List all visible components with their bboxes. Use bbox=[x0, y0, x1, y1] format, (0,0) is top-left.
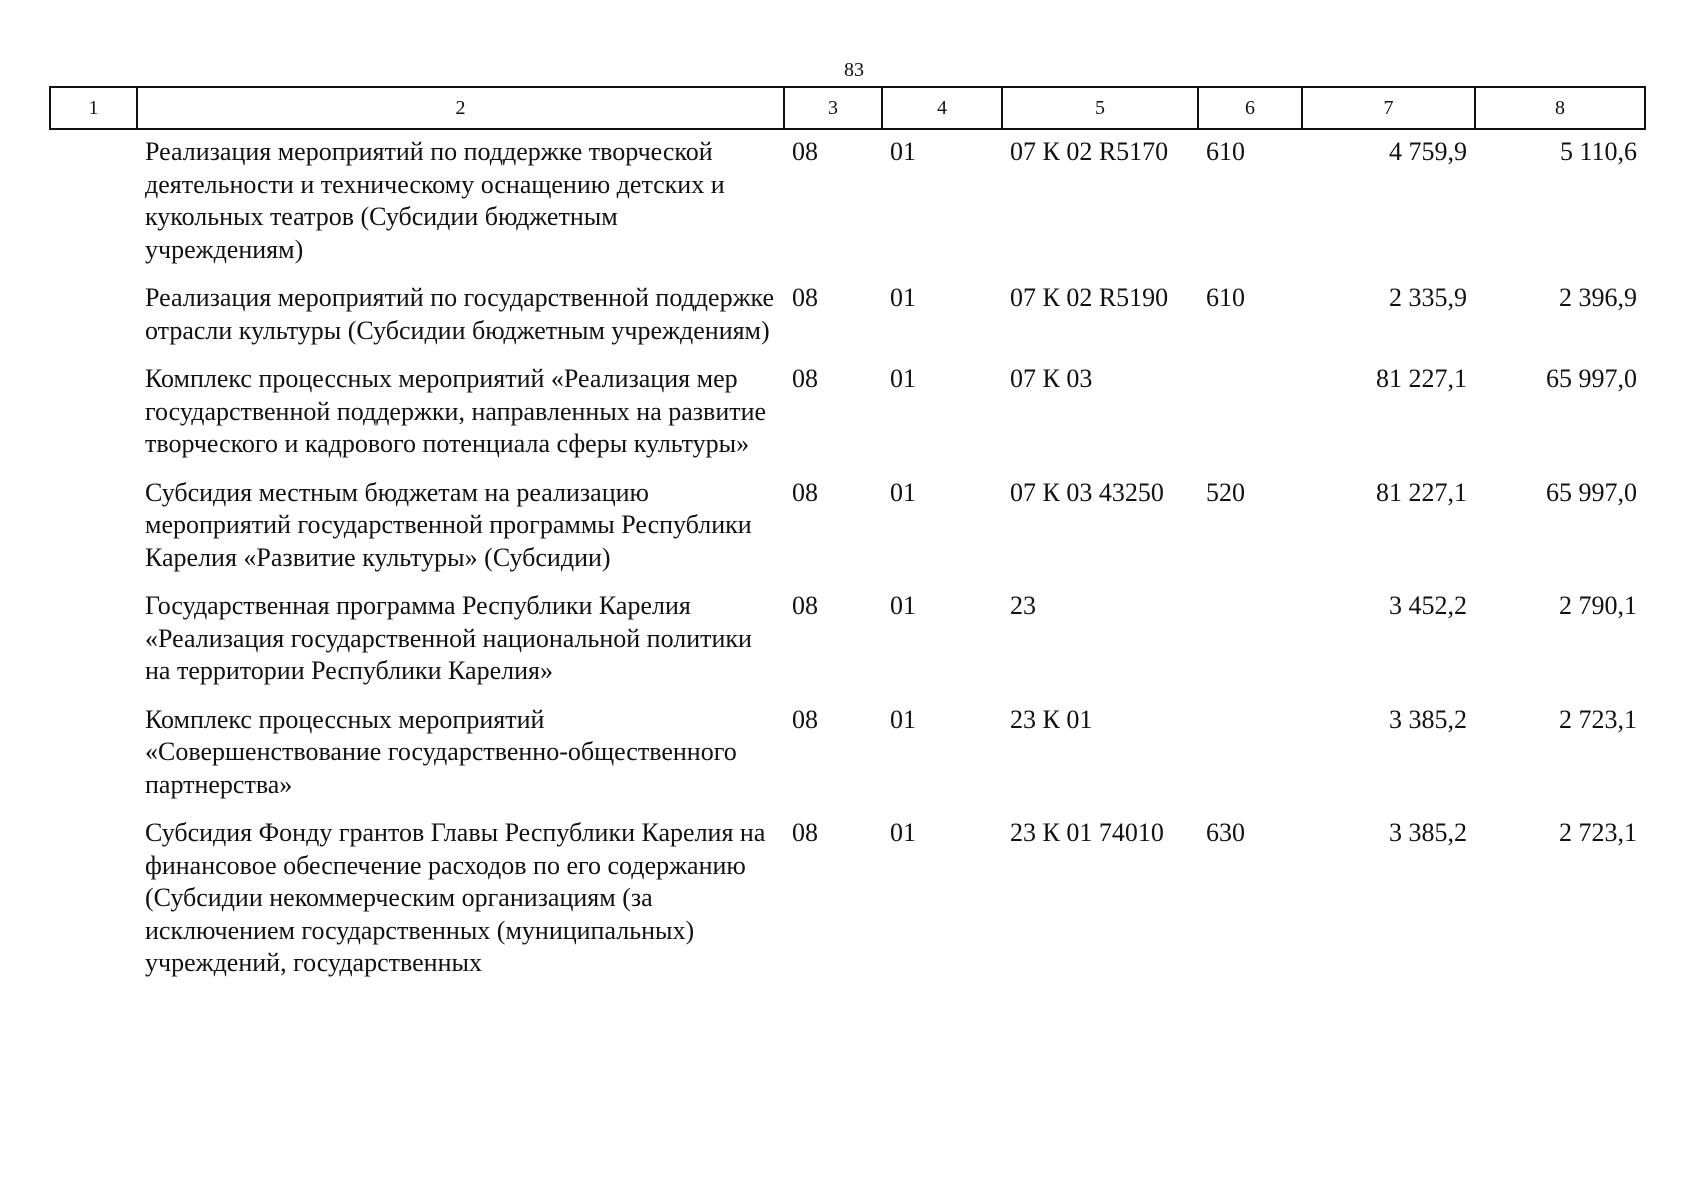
cell-target: 23 bbox=[1010, 591, 1036, 620]
cell-section: 08 bbox=[792, 818, 818, 847]
cell-type: 610 bbox=[1206, 283, 1245, 312]
cell-subsection: 01 bbox=[890, 591, 916, 620]
header-col-6: 6 bbox=[1198, 87, 1302, 129]
table-row bbox=[50, 282, 1645, 363]
header-col-2: 2 bbox=[137, 87, 784, 129]
cell-section: 08 bbox=[792, 364, 818, 393]
header-col-8: 8 bbox=[1475, 87, 1645, 129]
header-col-4: 4 bbox=[882, 87, 1002, 129]
cell-target: 07 К 02 R5190 bbox=[1010, 283, 1169, 312]
cell-empty bbox=[50, 477, 137, 591]
cell-section: 08 bbox=[792, 591, 818, 620]
cell-target: 23 К 01 74010 bbox=[1010, 818, 1164, 847]
cell-empty bbox=[50, 129, 137, 282]
cell-amount-2: 65 997,0 bbox=[1546, 364, 1637, 393]
table-row bbox=[50, 477, 1645, 591]
cell-subsection: 01 bbox=[890, 704, 916, 734]
cell-target: 07 К 02 R5170 bbox=[1010, 137, 1169, 166]
table-row bbox=[50, 363, 1645, 477]
cell-amount-1: 3 385,2 bbox=[1389, 704, 1467, 734]
cell-empty bbox=[50, 363, 137, 477]
table-row bbox=[50, 590, 1645, 704]
cell-name: Государственная программа Республики Карелия «Реализация государственной национальной политики на территории Республики Карелия» bbox=[145, 591, 752, 685]
header-col-5: 5 bbox=[1002, 87, 1198, 129]
cell-amount-1: 3 385,2 bbox=[1389, 818, 1467, 847]
header-row bbox=[50, 87, 1645, 129]
budget-table bbox=[49, 86, 1646, 996]
cell-name: Субсидия Фонду грантов Главы Республики Карелия на финансовое обеспечение расходов по его содержанию (Субсидии некоммерческим организациям (за исключением государственных (муниципальных) учреждений, государственных bbox=[145, 818, 766, 977]
cell-subsection: 01 bbox=[890, 477, 916, 507]
cell-name: Реализация мероприятий по поддержке творческой деятельности и техническому оснащению детских и кукольных театров (Субсидии бюджетным учреждениям) bbox=[145, 137, 725, 264]
cell-subsection: 01 bbox=[890, 283, 916, 312]
cell-type: 520 bbox=[1206, 477, 1245, 507]
cell-section: 08 bbox=[792, 477, 818, 507]
cell-type bbox=[1198, 363, 1302, 477]
cell-section: 08 bbox=[792, 283, 818, 312]
cell-amount-1: 2 335,9 bbox=[1389, 283, 1467, 312]
cell-amount-2: 5 110,6 bbox=[1559, 137, 1637, 166]
cell-name: Комплекс процессных мероприятий «Совершенствование государственно-общественного партнерства» bbox=[145, 704, 737, 799]
cell-amount-2: 2 790,1 bbox=[1559, 591, 1637, 620]
cell-amount-2: 2 723,1 bbox=[1559, 818, 1637, 847]
table-row bbox=[50, 704, 1645, 818]
cell-type: 630 bbox=[1206, 818, 1245, 847]
cell-subsection: 01 bbox=[890, 818, 916, 847]
cell-empty bbox=[50, 704, 137, 818]
cell-amount-1: 4 759,9 bbox=[1389, 137, 1467, 166]
cell-target: 07 К 03 bbox=[1010, 364, 1093, 393]
cell-name: Субсидия местным бюджетам на реализацию мероприятий государственной программы Республики Карелия «Развитие культуры» (Субсидии) bbox=[145, 477, 752, 572]
cell-empty bbox=[50, 590, 137, 704]
cell-amount-1: 81 227,1 bbox=[1376, 364, 1467, 393]
cell-amount-1: 81 227,1 bbox=[1376, 477, 1467, 507]
cell-type bbox=[1198, 590, 1302, 704]
table-row bbox=[50, 129, 1645, 282]
cell-name: Комплекс процессных мероприятий «Реализация мер государственной поддержки, направленных на развитие творческого и кадрового потенциала сферы культуры» bbox=[145, 364, 767, 458]
cell-section: 08 bbox=[792, 137, 818, 166]
cell-subsection: 01 bbox=[890, 137, 916, 166]
cell-amount-1: 3 452,2 bbox=[1389, 591, 1467, 620]
cell-empty bbox=[50, 282, 137, 363]
cell-amount-2: 65 997,0 bbox=[1546, 477, 1637, 507]
cell-amount-2: 2 396,9 bbox=[1559, 283, 1637, 312]
header-col-3: 3 bbox=[784, 87, 882, 129]
cell-target: 23 К 01 bbox=[1010, 704, 1093, 734]
cell-empty bbox=[50, 817, 137, 996]
cell-amount-2: 2 723,1 bbox=[1559, 704, 1637, 734]
cell-name: Реализация мероприятий по государственной поддержке отрасли культуры (Субсидии бюджетным учреждениям) bbox=[145, 283, 775, 345]
cell-type bbox=[1198, 704, 1302, 818]
cell-subsection: 01 bbox=[890, 364, 916, 393]
cell-section: 08 bbox=[792, 704, 818, 734]
header-col-7: 7 bbox=[1302, 87, 1475, 129]
page-number: 83 bbox=[844, 59, 864, 81]
header-col-1: 1 bbox=[50, 87, 137, 129]
cell-type: 610 bbox=[1206, 137, 1245, 166]
cell-target: 07 К 03 43250 bbox=[1010, 477, 1164, 507]
table-row bbox=[50, 817, 1645, 996]
